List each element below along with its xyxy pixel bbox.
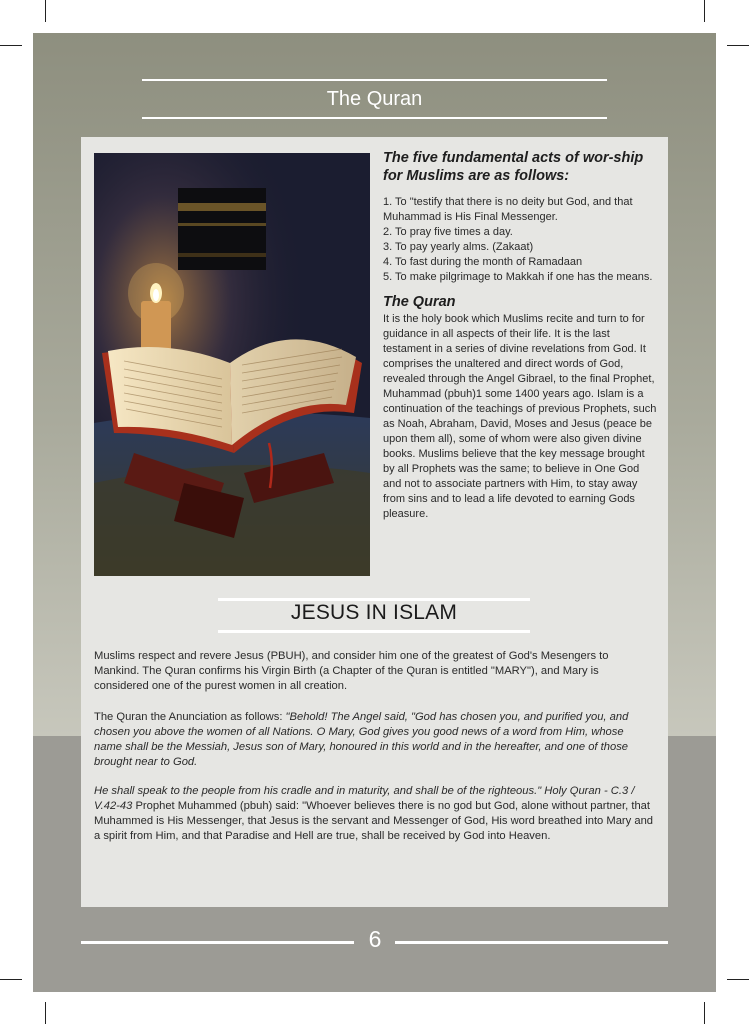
jesus-rule-bottom [218,630,530,633]
list-item: 2. To pray five times a day. [383,226,513,238]
list-item: 4. To fast during the month of Ramadaan [383,256,583,268]
footer-rule-right [395,941,668,944]
acts-list [383,195,659,285]
para3-quote: He shall speak to the people from his cradle and in maturity, and shall be of the righteous." Holy Quran - C.3 / V.42-43 [94,785,635,812]
crop-mark [727,979,749,980]
title-rule-top [142,79,607,81]
jesus-paragraph-1: Muslims respect and revere Jesus (PBUH), and consider him one of the greatest of God's Mesengers to Mankind. The Quran confirms his Virgin Birth (a Chapter of the Quran is entitled "MARY"), and Mary is considered one of the purest women in all creation. [94,650,609,692]
crop-mark [0,979,22,980]
crop-mark [45,0,46,22]
quran-photo [94,153,370,576]
crop-mark [727,45,749,46]
footer-rule-left [81,941,354,944]
title-rule-bottom [142,117,607,119]
list-item: 1. To "testify that there is no deity but God, and that Muhammad is His Final Messenger. [383,196,633,223]
page-number: 6 [368,926,382,952]
quran-heading: The Quran [383,294,456,310]
section-heading-jesus: JESUS IN ISLAM [290,601,458,624]
list-item: 5. To make pilgrimage to Makkah if one has the means. [383,271,653,283]
para2-lead: The Quran the Anunciation as follows: [94,711,286,723]
para3-rest: Prophet Muhammed (pbuh) said: "Whoever believes there is no god but God, alone without partner, that Muhammed is His Messenger, that Jesus is the servant and Messenger of God, His word breathed into Mary and a spirit from Him, and that Paradise and Hell are true, shall be received by God into Heaven. [94,800,654,842]
acts-heading: The five fundamental acts of wor-ship for Muslims are as follows: [383,150,644,184]
crop-mark [0,45,22,46]
acts-and-quran-column [383,150,659,522]
page-title: The Quran [326,88,423,110]
crop-mark [704,1002,705,1024]
crop-mark [704,0,705,22]
jesus-paragraph-3 [94,784,654,844]
list-item: 3. To pay yearly alms. (Zakaat) [383,241,534,253]
crop-mark [45,1002,46,1024]
quran-body: It is the holy book which Muslims recite and turn to for guidance in all aspects of their life. It is the last testament in a series of divine revelations from God. It comprises the unaltered and direct words of God, revealed through the Angel Gibrael, to the final Prophet, Muhammad (pbuh)1 some 1400 years ago. Islam is a continuation of the teachings of previous Prophets, such as Noah, Abraham, David, Moses and Jesus (peace be upon them all), some of whom were also given divine books. Muslims believe that the key message brought by all Prophets was the same; to believe in One God and not to associate partners with Him, to stay away from sins and to lead a life devoted to earning Gods pleasure. [383,312,657,520]
para2-quote: "Behold! The Angel said, "God has chosen you, and purified you, and chosen you above the women of all Nations. O Mary, God gives you good news of a word from Him, whose name shall be the Messiah, Jesus son of Mary, honoured in this world and in the hereafter, and one of those brought near to God. [94,711,629,768]
jesus-paragraph-2 [94,710,654,770]
